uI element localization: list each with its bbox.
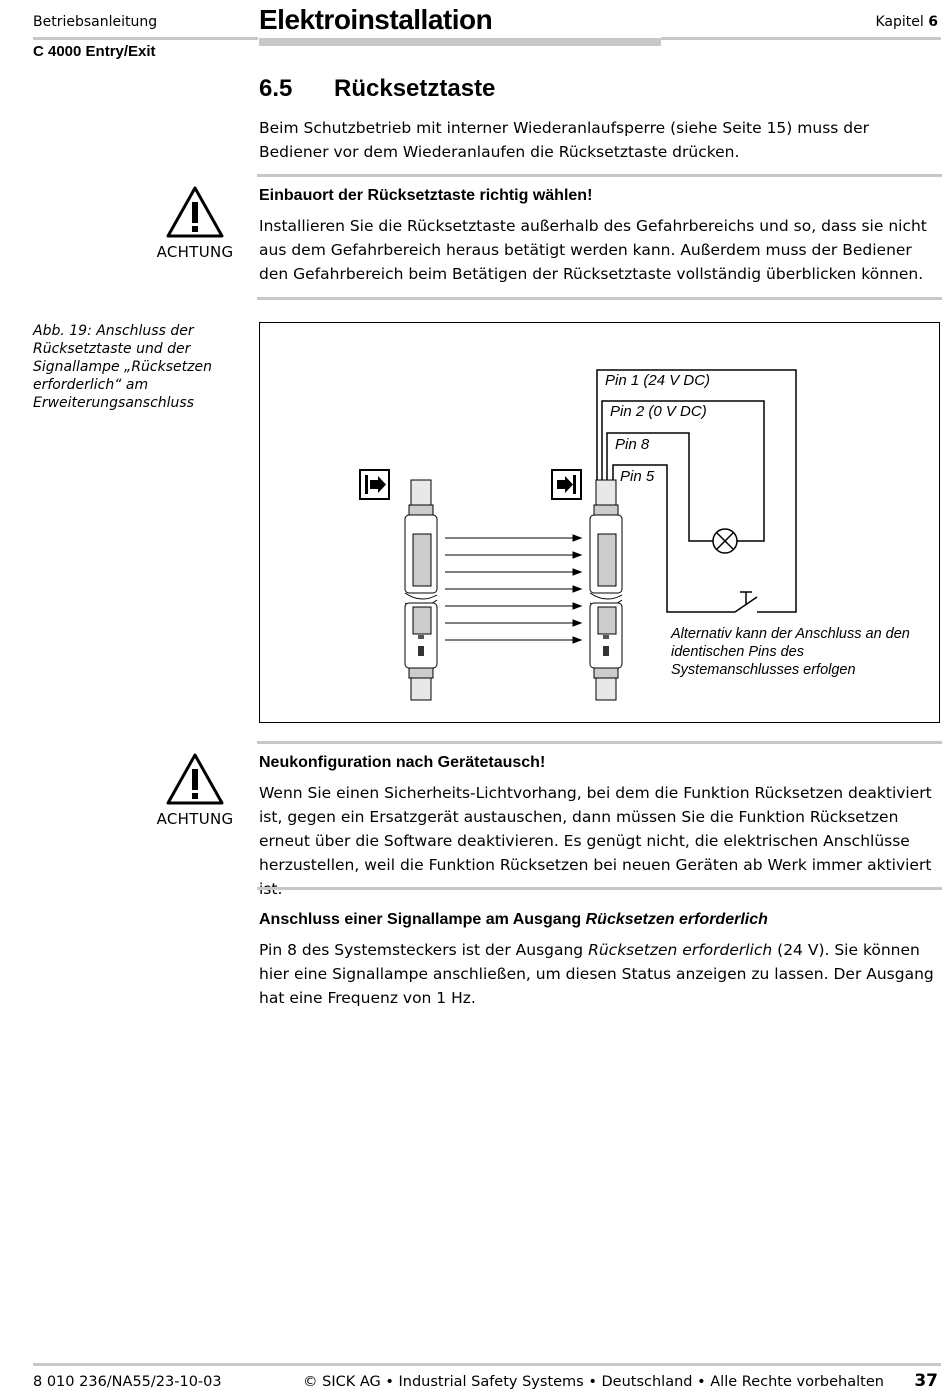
signal-lamp-icon	[713, 529, 737, 553]
sender-icon	[360, 470, 389, 499]
warning2-bottom-rule	[257, 887, 942, 890]
signal-title-prefix: Anschluss einer Signallampe am Ausgang	[259, 911, 586, 928]
warning2-text: Wenn Sie einen Sicherheits-Lichtvorhang, bei dem die Funktion Rücksetzen deaktiviert ist, gegen ein Ersatzgerät austauschen, dann müssen Sie die Funktion Rücksetzen erneut über die Software deaktivieren. Es genügt nicht, die elektrischen Anschlüsse herzustellen, weil die Funktion Rücksetzen bei neuen Geräten ab Werk immer aktiviert	[259, 784, 932, 874]
receiver-device	[590, 480, 622, 700]
footer-doc-number: 8 010 236/NA55/23-10-03	[33, 1374, 222, 1390]
warning1-label: ACHTUNG	[156, 243, 234, 261]
page-number: 37	[914, 1371, 938, 1391]
chapter-number: 6	[928, 14, 938, 30]
header-rule-left	[33, 37, 258, 40]
warning-triangle-icon	[165, 185, 225, 239]
warning2-title: Neukonfiguration nach Gerätetausch!	[259, 754, 546, 771]
section-number: 6.5	[259, 75, 293, 102]
signal-section-title	[259, 911, 768, 929]
warning1-block	[155, 185, 235, 261]
signal-section-text	[259, 938, 941, 1010]
chapter-title: Elektroinstallation	[259, 4, 493, 35]
warning2-block	[155, 752, 235, 828]
warning1-text: Installieren Sie die Rücksetztaste außerhalb des Gefahrbereichs und so, dass sie nicht aus dem Gefahrbereich heraus betätigt werden kann. Außerdem muss der Bediener den Gefahrbereich beim Betätigen der Rücksetztaste vollständig überblicken können.	[259, 217, 927, 283]
pin1-label: Pin 1 (24 V DC)	[605, 372, 711, 389]
warning1-bottom-rule	[257, 297, 942, 300]
sender-device	[405, 480, 437, 700]
receiver-icon	[552, 470, 581, 499]
pin2-label: Pin 2 (0 V DC)	[610, 403, 707, 420]
pin5-label: Pin 5	[620, 468, 655, 485]
doc-type: Betriebsanleitung	[33, 14, 158, 30]
signal-text-b: (24 V). Sie können hier eine Signallampe anschließen, um diesen Status anzeigen zu lassen. Der Ausgang hat eine Frequenz von 1 Hz.	[259, 941, 934, 1007]
header-rule-mid	[259, 38, 661, 46]
signal-title-italic: Rücksetzen erforderlich	[585, 911, 768, 928]
signal-text-italic: Rücksetzen erforderlich	[588, 941, 773, 959]
warning1-top-rule	[257, 174, 942, 177]
section-title: Rücksetztaste	[334, 75, 496, 102]
product-name: C 4000 Entry/Exit	[33, 43, 156, 60]
warning1-title: Einbauort der Rücksetztaste richtig wählen!	[259, 187, 593, 204]
warning-triangle-icon	[165, 752, 225, 806]
warning2-label: ACHTUNG	[156, 810, 234, 828]
section-intro: Beim Schutzbetrieb mit interner Wiederanlaufsperre (siehe Seite 15) muss der Bediener vor dem Wiederanlaufen die Rücksetztaste drücken.	[259, 119, 870, 161]
signal-text-a: Pin 8 des Systemsteckers ist der Ausgang	[259, 941, 589, 959]
figure-note: Alternativ kann der Anschluss an den identischen Pins des Systemanschlusses erfolgen	[671, 626, 910, 678]
footer-copyright: © SICK AG • Industrial Safety Systems • Deutschland • Alle Rechte vorbehalten	[303, 1374, 884, 1390]
figure-caption: Abb. 19: Anschluss der Rücksetztaste und der Signallampe „Rücksetzen erforderlich“ am Erweiterungsanschluss	[33, 323, 212, 411]
chapter-label	[876, 14, 939, 30]
warning2-top-rule	[257, 741, 942, 744]
chapter-prefix: Kapitel	[875, 14, 924, 30]
pin8-label: Pin 8	[615, 436, 650, 453]
footer-rule	[33, 1363, 941, 1366]
header-rule-right	[661, 37, 941, 40]
